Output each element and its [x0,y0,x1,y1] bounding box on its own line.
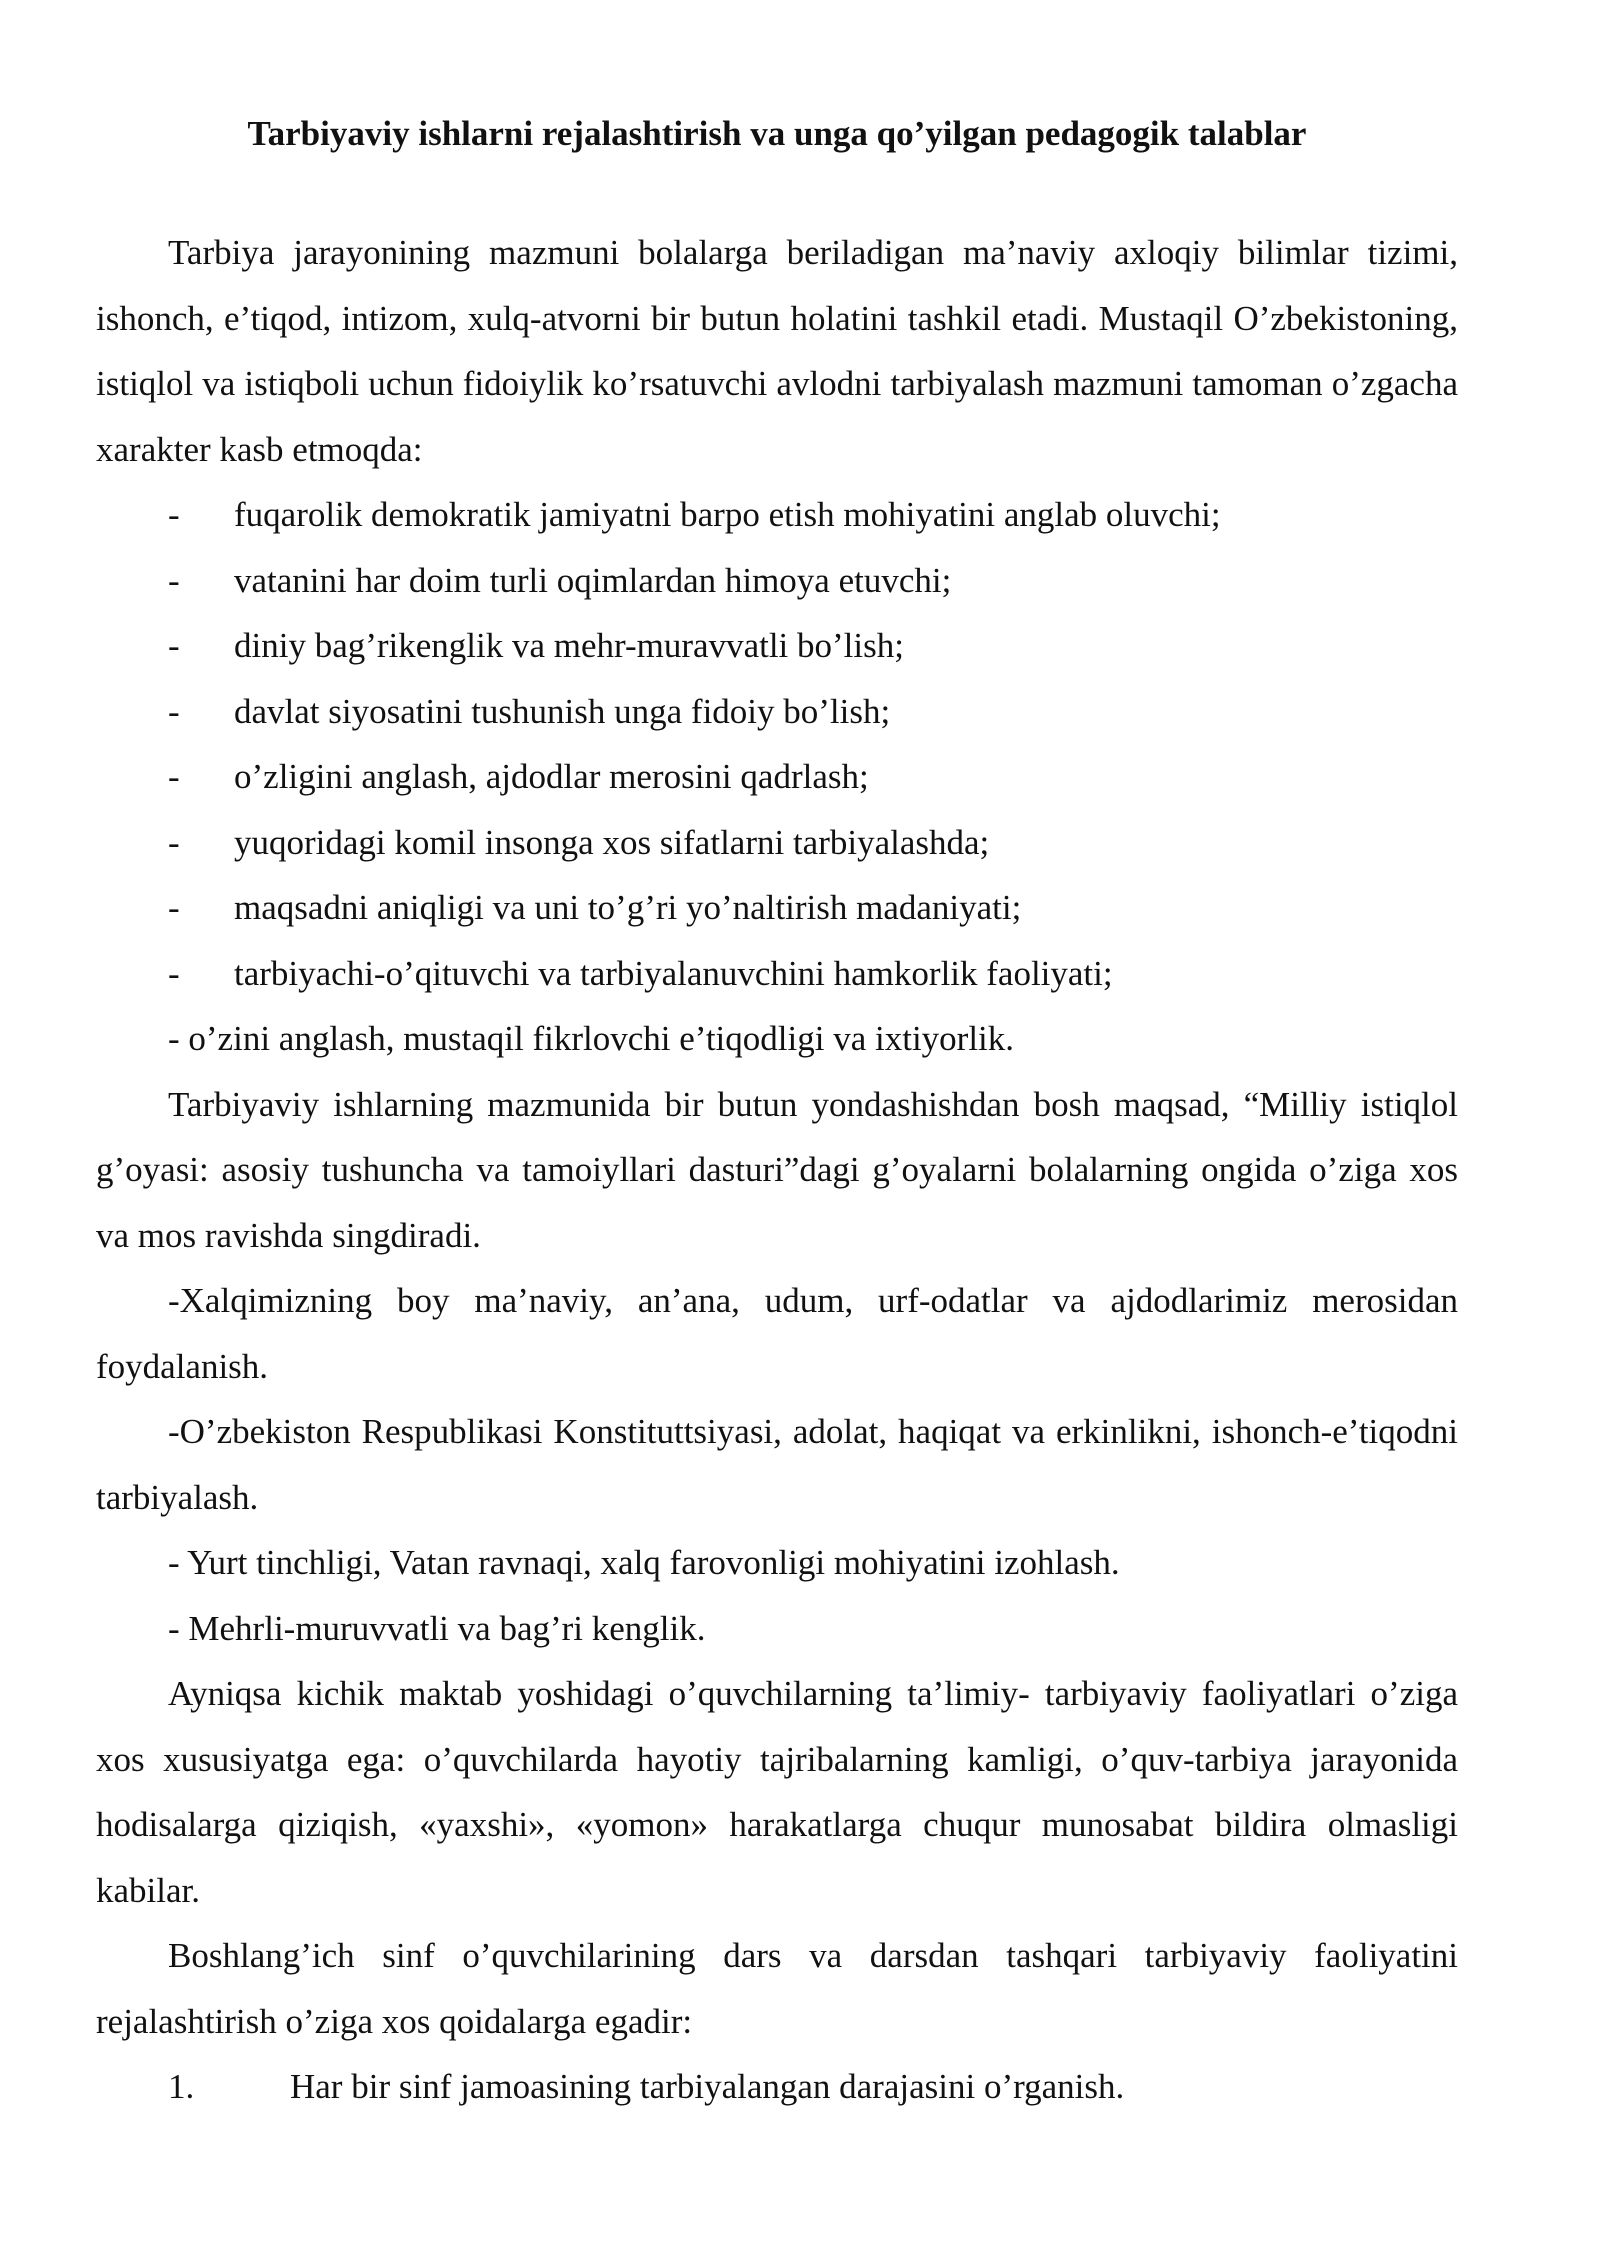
paragraph-xalq: -Xalqimizning boy ma’naviy, an’ana, udum, urf-odatlar va ajdodlarimiz merosidan foydalanish. [96,1281,1458,1386]
bullet-marker: - [168,888,180,927]
bullet-marker: - [168,757,180,796]
list-item [96,810,1458,876]
list-item-text: diniy bag’rikenglik va mehr-muravvatli bo’lish; [234,626,904,665]
document-page [96,110,1458,2120]
list-item-text: o’zligini anglash, ajdodlar merosini qadrlash; [234,757,869,796]
list-item [96,744,1458,810]
list-item-text: fuqarolik demokratik jamiyatni barpo etish mohiyatini anglab oluvchi; [234,495,1221,534]
intro-paragraph: Tarbiya jarayonining mazmuni bolalarga beriladigan ma’naviy axloqiy bilimlar tizimi, ishonch, e’tiqod, intizom, xulq-atvorni bir butun holatini tashkil etadi. Mustaqil O’zbekistoning, istiqlol va istiqboli uchun fidoiylik ko’rsatuvchi avlodni tarbiyalash mazmuni tamoman o’zgacha xarakter kasb etmoqda: [96,233,1458,469]
paragraph-kichik: Ayniqsa kichik maktab yoshidagi o’quvchilarning ta’limiy- tarbiyaviy faoliyatlari o’ziga xos xususiyatga ega: o’quvchilarda hayotiy tajribalarning kamligi, o’quv-tarbiya jarayonida hodisalarga qiziqish, «yaxshi», «yomon» harakatlarga chuqur munosabat bildira olmasligi kabilar. [96,1674,1458,1910]
paragraph-milliy: Tarbiyaviy ishlarning mazmunida bir butun yondashishdan bosh maqsad, “Milliy istiqlol g’oyasi: asosiy tushuncha va tamoiyllari dasturi”dagi g’oyalarni bolalarning ongida o’ziga xos va mos ravishda singdiradi. [96,1084,1458,1255]
item-number: 1. [168,2067,195,2106]
list-item [96,548,1458,614]
bullet-marker: - [168,822,180,862]
list-item-text: tarbiyachi-o’qituvchi va tarbiyalanuvchini hamkorlik faoliyati; [234,953,1113,993]
list-item-text: yuqoridagi komil insonga xos sifatlarni tarbiyalashda; [234,822,990,862]
list-item-text: maqsadni aniqligi va uni to’g’ri yo’naltirish madaniyati; [234,888,1022,927]
paragraph-konstitutsiya: -O’zbekiston Respublikasi Konstituttsiyasi, adolat, haqiqat va erkinlikni, ishonch-e’tiqodni tarbiyalash. [96,1412,1458,1517]
bullet-marker: - [168,495,180,534]
bullet-marker: - [168,691,180,731]
bullet-list [96,482,1458,1072]
line-yurt: - Yurt tinchligi, Vatan ravnaqi, xalq farovonligi mohiyatini izohlash. [168,1543,1120,1582]
list-item [96,482,1458,548]
numbered-item [96,2054,1458,2120]
numbered-list [96,2054,1458,2120]
numbered-item-text: Har bir sinf jamoasining tarbiyalangan darajasini o’rganish. [290,2067,1125,2106]
bullet-marker: - [168,953,180,993]
list-item-last: - o’zini anglash, mustaqil fikrlovchi e’tiqodligi va ixtiyorlik. [168,1019,1015,1058]
bullet-marker: - [168,560,180,600]
list-item-text: davlat siyosatini tushunish unga fidoiy bo’lish; [234,691,891,731]
document-title: Tarbiyaviy ishlarni rejalashtirish va unga qo’yilgan pedagogik talablar [247,114,1307,153]
paragraph-boshlang: Boshlang’ich sinf o’quvchilarining dars va darsdan tashqari tarbiyaviy faoliyatini rejalashtirish o’ziga xos qoidalarga egadir: [96,1936,1458,2041]
bullet-marker: - [168,626,180,665]
list-item [96,679,1458,745]
list-item [96,941,1458,1007]
list-item [96,613,1458,679]
line-mehr: - Mehrli-muruvvatli va bag’ri kenglik. [168,1608,706,1648]
list-item [96,875,1458,941]
list-item-text: vatanini har doim turli oqimlardan himoya etuvchi; [234,560,952,600]
